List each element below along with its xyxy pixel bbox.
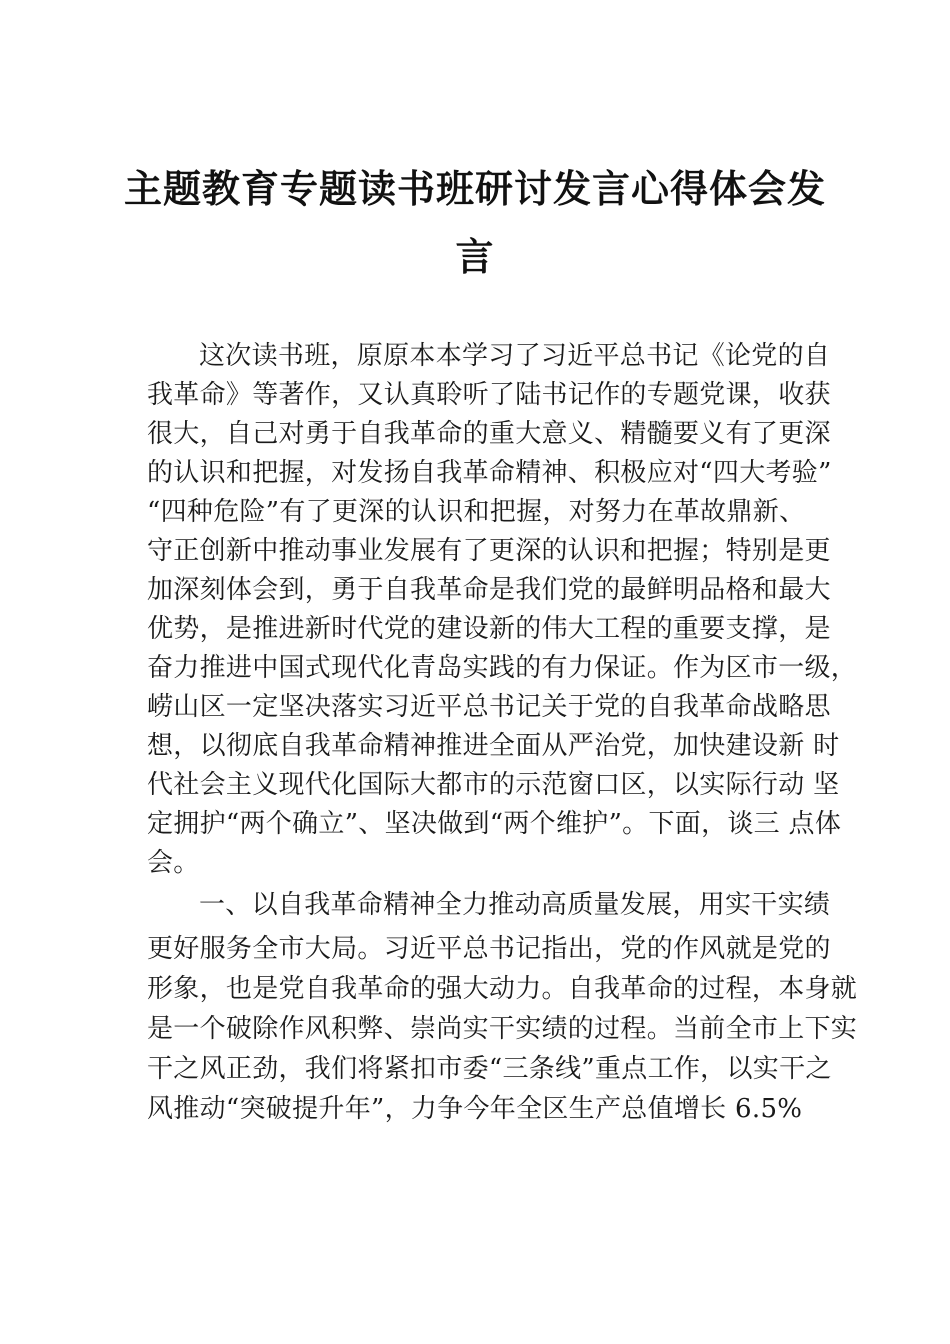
paragraph-line: 我革命》等著作，又认真聆听了陆书记作的专题党课，收获 <box>147 380 831 410</box>
paragraph-line: 奋力推进中国式现代化青岛实践的有力保证。作为区市一级， <box>147 653 858 683</box>
paragraph-line: 是一个破除作风积弊、崇尚实干实绩的过程。当前全市上下实 <box>147 1014 858 1044</box>
paragraph-line: 一、以自我革命精神全力推动高质量发展，用实干实绩 <box>199 890 831 920</box>
paragraph-line: 优势，是推进新时代党的建设新的伟大工程的重要支撑，是 <box>147 614 831 644</box>
paragraph-line: 守正创新中推动事业发展有了更深的认识和把握；特别是更 <box>147 536 831 566</box>
paragraph-line: 很大，自己对勇于自我革命的重大意义、精髓要义有了更深 <box>147 419 831 449</box>
paragraph-line: 干之风正劲，我们将紧扣市委“三条线”重点工作，以实干之 <box>147 1054 832 1084</box>
paragraph-line: 代社会主义现代化国际大都市的示范窗口区，以实际行动 坚 <box>147 770 840 800</box>
paragraph-line: 更好服务全市大局。习近平总书记指出，党的作风就是党的 <box>147 934 831 964</box>
paragraph-line: 崂山区一定坚决落实习近平总书记关于党的自我革命战略思 <box>147 692 831 722</box>
document-title-line-1: 主题教育专题读书班研讨发言心得体会发 <box>123 166 826 211</box>
paragraph-line: 这次读书班，原原本本学习了习近平总书记《论党的自 <box>199 341 831 371</box>
paragraph-line: 想，以彻底自我革命精神推进全面从严治党，加快建设新 时 <box>147 731 840 761</box>
paragraph-line: 定拥护“两个确立”、坚决做到“两个维护”。下面，谈三 点体 <box>147 809 842 839</box>
document-title-line-2: 言 <box>455 234 495 279</box>
paragraph-line: 会。 <box>147 848 200 878</box>
paragraph-line: “四种危险”有了更深的认识和把握，对努力在革故鼎新、 <box>147 497 806 527</box>
paragraph-line: 形象，也是党自我革命的强大动力。自我革命的过程，本身就 <box>147 974 858 1004</box>
paragraph-line: 的认识和把握，对发扬自我革命精神、积极应对“四大考验” <box>147 458 832 488</box>
paragraph-line: 加深刻体会到，勇于自我革命是我们党的最鲜明品格和最大 <box>147 575 831 605</box>
paragraph-line: 风推动“突破提升年”，力争今年全区生产总值增长 6.5% <box>147 1094 803 1124</box>
